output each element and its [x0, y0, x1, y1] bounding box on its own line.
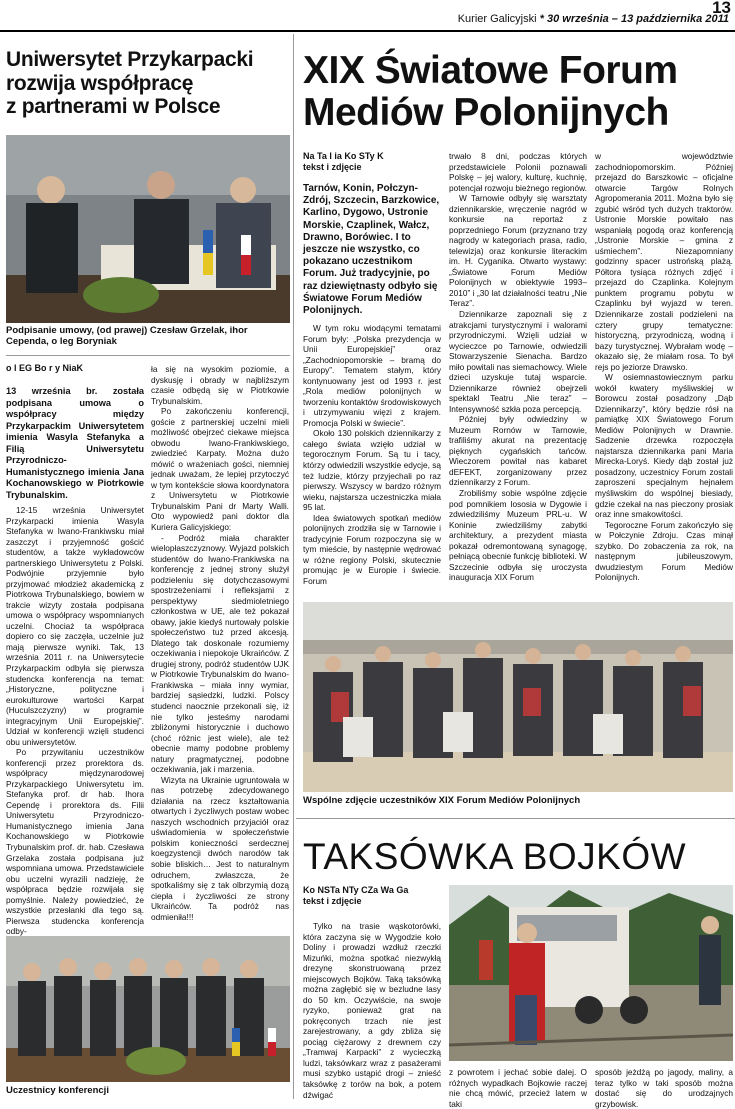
headline-line: Uniwersytet Przykarpacki [6, 48, 254, 71]
headline-line: rozwija współpracę [6, 71, 194, 95]
left-paragraph: Po zakończeniu konferencji, goście z partnerskiej uczelni mieli możliwość obejrzeć ciekawe miejsca obwodu Iwano-Frankiwskiego, zwiedzieć Karpaty. Można dużo mówić o wrażeniach gości, niemniej jednak uważam, że lepiej przytoczyć w tym kontekście słowa koordynatora z Uniwersytetu w Piotrkowie Trybunalskim Pani dr Marty Walli. Oto wypowiedź pani doktor dla Kuriera Galicyjskiego: [151, 406, 289, 532]
right-paragraph: trwało 8 dni, podczas których przedstawiciele Polonii poznawali Polskę – jej walory, kulturę, kuchnię, potencjał rozwoju bieżnego regionów. [449, 151, 587, 193]
issue-dates: 30 września – 13 października 2011 [546, 13, 729, 25]
author-name: Na Ta l ia Ko STy K [303, 151, 384, 161]
header-rule [0, 30, 735, 32]
author-role: tekst i zdjęcie [303, 162, 362, 173]
left-paragraph: - Podróż miała charakter wielopłaszczyznowy. Wyjazd polskich studentów do Iwano-Frankiwska na konferencję z jednej strony służył podzieleniu się dotychczasowymi spostrzeżeniami i refleksjami z perspektywy siedmioletniego członkostwa w UE, ale też pokazał obawy, jakie kiedyś nurtowały polskie społeczeństwo tuż przed akcesją. Dlatego tak doskonale rozumiemy oczekiwania i niepokoje Ukraińców. Z drugiej strony, podróż studentów UJK w Piotrkowie Trybunalskim do Iwano-Frankiwska – miała inny wymiar, bardziej sąsiedzki, ludzki. Polscy studenci naocznie przekonali się, iż nie tylko jesteśmy narodami zbliżonymi historycznie i duchowo (choć różnic jest wiele), ale też obecnie mamy podobne problemy natury pragmatycznej, podobne oczekiwania, jak i marzenia. [151, 532, 289, 775]
left-col2 [151, 364, 289, 922]
author-role: tekst i zdjęcie [303, 896, 362, 907]
forum-photo-caption: Wspólne zdjęcie uczestników XIX Forum Mediów Polonijnych [303, 795, 581, 806]
headline-line: Mediów Polonijnych [303, 91, 669, 135]
taxi-col1 [303, 921, 441, 1100]
right-paragraph: Dziennikarze zapoznali się z atrakcjami turystycznymi i walorami przyrodniczymi. Wzięli udział w wycieczce po Tarnowie, odwiedzili Stowarzyszenie Sienacha. Bardzo miło powitali nas siemachowcy. Wiele dzieci uzyskuje tutaj wsparcie. Dziennikarze również obejrzeli spektakl Teatru „Nie teraz” – Intensywność szkła poza percepcją. [449, 308, 587, 414]
signing-photo-illustration [6, 135, 290, 323]
publication-name: Kurier Galicyjski [457, 13, 537, 25]
left-byline: o l EG Bo r y NiaK [6, 363, 84, 373]
caption-divider [6, 355, 290, 356]
right-paragraph: Zrobiliśmy sobie wspólne zdjęcie pod pomnikiem Iososia w Dygowie i zdwiedziliśmy Muzeum PRL-u. W Koninie zwiedziliśmy zabytki architektury, a prezydent miasta pokazał odremontowaną synagogę, pełniącą obecnie funkcję biblioteki. W Szczecinie odbyła się uroczysta inauguracja XIX Forum [449, 488, 587, 583]
running-header [458, 13, 729, 25]
right-paragraph: W tym roku wiodącymi tematami Forum były: „Polska prezydencja w Unii Europejskiej” oraz „Zachodniopomorskie – bramą do Europy”. Tematem stałym, który kontynuowany jest od 1993 r. jest „Rola mediów polonijnych w tworzeniu kontaktów środowiskowych i utrzymywaniu więzi z krajem. Promocja Polski w świecie”. [303, 323, 441, 428]
right-paragraph: Tegoroczne Forum zakończyło się w Połczynie Zdroju. Czas minął szybko. Do zobaczenia za rok, na następnym jubileuszowym, dwudziestym Forum Mediów Polonijnych. [595, 519, 733, 583]
right-paragraph: Idea światowych spotkań mediów polonijnych zrodziła się w Tarnowie i tradycyjnie Forum rozpoczyna się w tym mieście, by następnie wędrować w różne regiony Polski, skutecznie promując je w Europie i świecie. Forum [303, 512, 441, 586]
left-paragraph: Wizyta na Ukrainie ugruntowała w nas potrzebę zdecydowanego działania na rzecz kształtowania otwartych i życzliwych postaw wobec naszych wschodnich przyjaciół oraz uświadomienia w społeczeństwie polskim konieczności serdecznej koegzystencji dwóch narodów tak sobie bliskich… Jest to naturalnym odruchem, zwłaszcza, że spotkaliśmy się z tak olbrzymią dozą ciepła i życzliwości ze strony Ukraińców. Ta podróż nas odmieniła!!! [151, 774, 289, 922]
right-col1 [303, 183, 441, 586]
forum-group-photo [303, 602, 733, 792]
forum-group-photo-illustration [303, 602, 733, 792]
taxi-draisine-photo-illustration [449, 885, 733, 1061]
signing-photo [6, 135, 290, 323]
right-lead: Tarnów, Konin, Połczyn-Zdrój, Szczecin, Barzkowice, Karlino, Dygowo, Ustronie Morskie, Czaplinek, Wałcz, Drawno, Borówiec. I to jeszcze nie wszystko, co pokazano uczestnikom Forum. Już tradycyjnie, po raz dziewiętnasty odbyło się Światowe Forum Mediów Polonijnych. [303, 183, 440, 316]
left-paragraph: 12-15 września Uniwersytet Przykarpacki imienia Wasyla Stefanyka w Iwano-Frankiwsku miał zaszczyt i przyjemność gościć studentów, a także wykładowców partnerskiego Uniwersytetu z Polski. Podwójnie przyjemnie było przyjmować młodzież akademicką z Piotrkowa Trybunalskiego, bowiem w trakcie wizyty została podpisana umowa o współpracy wspomnianych uczelni. Chociaż ta współpraca dopiero co się zaczęła, uczelnie już mają pierwsze wyniki. Tak, 13 września 2011 r. na Uniwersytecie Przykarpackim odbyła się pierwsza studencka konferencja na temat: „Historyczne, polityczne i eurokulturowe wartości Karpat (Huculszczyzny) w programie integracyjnym Unii Europejskiej”. Udział w konferencji wzięli studenci obu uniwersytetów. [6, 505, 144, 747]
signing-photo-caption: Podpisanie umowy, (od prawej) Czesław Grzelak, ihor Cependa, o leg Boryniak [6, 325, 248, 348]
right-col2 [449, 151, 587, 583]
left-article-headline [6, 48, 288, 119]
conference-photo-caption: Uczestnicy konferencji [6, 1085, 109, 1096]
header-separator: * [539, 13, 544, 25]
right-article-headline [303, 50, 733, 134]
left-lead: 13 września br. została podpisana umowa o współpracy między Przykarpackim Uniwersytetem imienia Wasyla Stefanyka a Filią Uniwersytetu Przyrodniczo-Humanistycznego imienia Jana Kochanowskiego w Piotrkowie Trybunalskim. [6, 386, 144, 500]
taxi-col3 [595, 1067, 733, 1109]
right-col3 [595, 151, 733, 583]
left-col1 [6, 386, 144, 937]
right-paragraph: Około 130 polskich dziennikarzy z całego świata wzięło udział w tegorocznym Forum. Są tu i tacy, którzy odwiedzili wszystkie edycje, są też ludzie, którzy przyjechali po raz pierwszy. Wszyscy w bardzo różnym wieku, najstarsza uczestniczka miała 95 lat. [303, 428, 441, 513]
author-name: Ko NSTa NTy CZa Wa Ga [303, 885, 409, 895]
headline-line: XIX Światowe Forum [303, 49, 678, 92]
taxi-paragraph: z powrotem i jechać sobie dalej. O różnych wypadkach Bojkowie raczej nie chcą mówić, przecież latem w taki [449, 1067, 587, 1109]
section-divider [296, 818, 735, 819]
taxi-col2 [449, 1067, 587, 1109]
headline-line: z partnerami w Polsce [6, 95, 221, 119]
taxi-paragraph: sposób jeżdżą po jagody, maliny, a teraz tylko w taki sposób można dostać się do urodzajnych grzybowisk. [595, 1067, 733, 1109]
conference-photo-illustration [6, 936, 290, 1082]
left-paragraph: Po przywitaniu uczestników konferencji przez prorektora ds. współpracy międzynarodowej Przykarpackiego Uniwersytetu im. Stefanyka prof. dr hab. Ihora Cependę i prorektora ds. Filii Uniwersytetu Przyrodniczo-Humanistycznego imienia Jana Kochanowskiego w Piotrkowie Trybunalskim prof. dr. hab. Czesława Grzelaka została podpisana już wspomniana umowa. Przedstawiciele obu uczelni wyrazili nadzieję, że współpraca będzie rozwijała się pomyślnie. Należy powiedzieć, że wszystkie przesłanki dla tego są. Pierwsza studencka konferencja odby- [6, 747, 144, 937]
taxi-article-headline: TAKSÓWKA BOJKÓW [303, 836, 687, 877]
conference-photo [6, 936, 290, 1082]
right-byline [303, 151, 441, 174]
column-divider [293, 34, 294, 1099]
taxi-draisine-photo [449, 885, 733, 1061]
left-paragraph: ła się na wysokim poziomie, a dyskusję i obrady w najbliższym czasie odbędą się w Piotrkowie Trybunalskim. [151, 364, 289, 406]
taxi-byline [303, 885, 441, 908]
right-paragraph: w województwie zachodniopomorskim. Później przejazd do Barszkowic – oficjalne otwarcie Targów Rolnych Agropomerania 2011. Można było się zgubić wśród tych dużych traktorów. Ustronie Morskie powitało nas wspaniałą pogodą oraz konferencją „Ustronie Morskie – gmina z uśmiechem”. Niezapomniany godzinny spacer ustrońską plażą. Półtora tysiąca różnych zdjęć i przejazd do Czaplinka. Kolejnym punktem programu pobytu w Czaplinku był wyjazd w teren. Dziennikarze zostali podzieleni na cztery grupy tematyczne: historyczną, przyrodniczą, wodną i bazy turystycznej. Wybrałam wodę – okazało się, że miałam rosa. To był rejs po jeziorze Drawsko. [595, 151, 733, 372]
right-paragraph: W Tarnowie odbyły się warsztaty dziennikarskie, wręczenie nagród w konkursie na reportaż z poprzedniego Forum (przyznano trzy nagrody w kategoriach prasa, radio, telewizja) oraz konkursie literackim im. H. Cyganika. Otwarto wystawy: „Światowe Forum Mediów Polonijnych w obiektywie 1993–2010” i „30 lat działalności teatru „Nie Teraz”. [449, 193, 587, 309]
right-paragraph: Później były odwiedziny w Muzeum Rornów w Tarnowie, trafiliśmy akurat na prezentację pięknych cygańskich tańców. Wieczorem powitał nas kabaret dEFEKT, zorganizowany przez dziennikarzy z Forum. [449, 414, 587, 488]
taxi-paragraph: Tylko na trasie wąskotorówki, która zaczyna się w Wygodzie koło Doliny i prowadzi wzdłuż rzeczki Mizuńki, można spotkać niezwykłą drezynę skonstruowaną przez miejscowych Bojków. Taką taksówką można zagłębić się w bezludne lasy do 50 km. Oczywiście, na swoje ryzyko, ponieważ grat na pokręconych trzach nie jest zarejestrowany, a gdy zbliża się pociąg ciężarowy z drewnem czy „Tramwaj Karpacki” z wycieczką ludzi, taksówkarz wraz z pasażerami musi szybko ustąpić drogi – znieść taksówkę z torów na bok, a potem dźwigać [303, 921, 441, 1100]
page-number: 13 [712, 0, 731, 17]
right-paragraph: W osiemnastowiecznym parku wokół kwatery myśliwskiej w Borowcu został posadzony „Dąb Dziennikarzy”, który będzie rósł na pamiątkę XIX Światowego Forum Mediów Polonijnych w Drawnie. Sadzenie drzewka rozpoczęła najstarsza dziennikarka pani Maria Mirecka-Loryś. Kiedy dąb został już posadzony, uczestnicy Forum zostali zaproszeni specjalnym hejnałem myśliwskim do wspólnej biesiady, gdzie czekał na nas pieczony prosiak oraz inne smakowitości. [595, 372, 733, 520]
